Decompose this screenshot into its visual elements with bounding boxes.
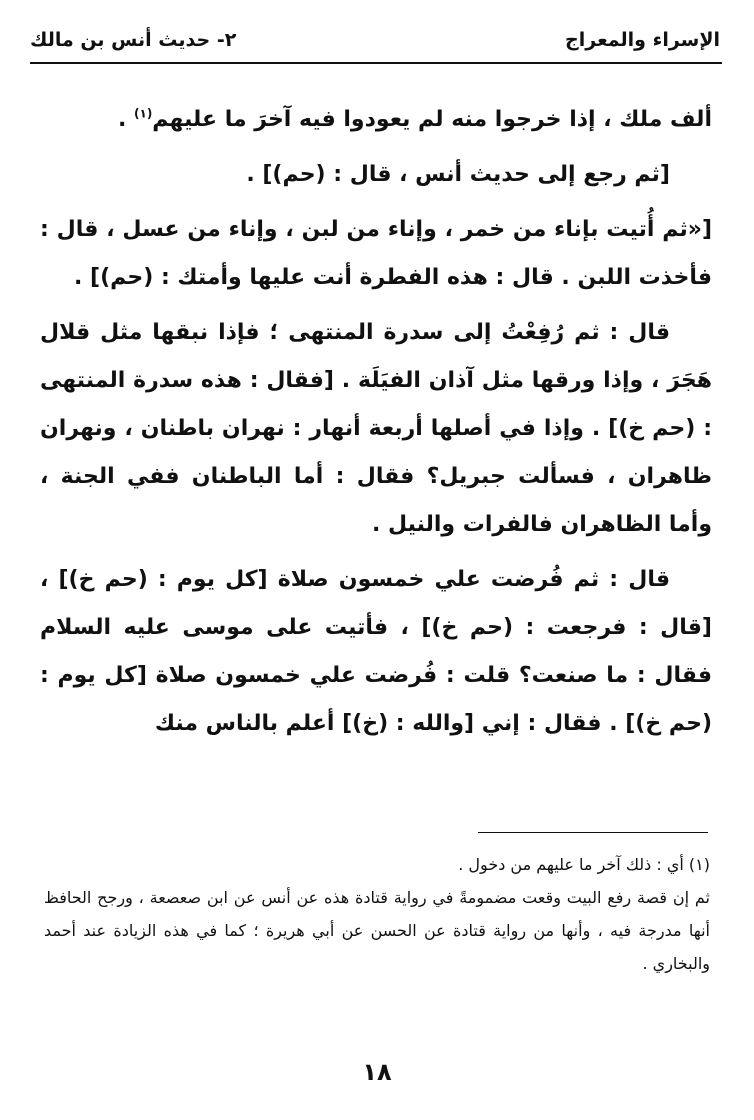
footnotes bbox=[44, 848, 710, 980]
paragraph-1-text: ألف ملك ، إذا خرجوا منه لم يعودوا فيه آخرَ ما عليهم bbox=[152, 107, 712, 132]
section-title: ٢- حديث أنس بن مالك bbox=[30, 29, 237, 51]
footnote-separator bbox=[478, 832, 708, 833]
paragraph-4: قال : ثم رُفِعْتُ إلى سدرة المنتهى ؛ فإذا نبقها مثل قلال هَجَرَ ، وإذا ورقها مثل آذان الفيَلَة . [فقال : هذه سدرة المنتهى : (حم خ)] . وإذا في أصلها أربعة أنهار : نهران باطنان ، ونهران ظاهران ، فسألت جبريل؟ فقال : أما الباطنان ففي الجنة ، وأما الظاهران فالفرات والنيل . bbox=[40, 320, 712, 537]
footnote-1: (١) أي : ذلك آخر ما عليهم من دخول . bbox=[458, 855, 710, 874]
chapter-title: الإسراء والمعراج bbox=[565, 29, 720, 51]
header-rule bbox=[30, 62, 722, 64]
page-number: ١٨ bbox=[362, 1058, 392, 1086]
footnote-2: ثم إن قصة رفع البيت وقعت مضمومةً في رواية قتادة هذه عن أنس عن ابن صعصعة ، ورجح الحافظ أنها مدرجة فيه ، وأنها من رواية قتادة عن الحسن عن أبي هريرة ؛ كما في هذه الزيادة عند أحمد والبخاري . bbox=[44, 888, 710, 973]
paragraph-1 bbox=[40, 96, 712, 144]
paragraph-1-end: . bbox=[117, 107, 134, 132]
main-text bbox=[40, 96, 712, 748]
paragraph-3: [«ثم أُتيت بإناء من خمر ، وإناء من لبن ، وإناء من عسل ، قال : فأخذت اللبن . قال : هذه الفطرة أنت عليها وأمتك : (حم)] . bbox=[40, 217, 712, 290]
running-header bbox=[30, 22, 720, 58]
footnote-marker: (١) bbox=[134, 106, 153, 121]
paragraph-5: قال : ثم فُرضت علي خمسون صلاة [كل يوم : (حم خ)] ، [قال : فرجعت : (حم خ)] ، فأتيت على موسى عليه السلام فقال : ما صنعت؟ قلت : فُرضت علي خمسون صلاة [كل يوم : (حم خ)] . فقال : إني [والله : (خ)] أعلم بالناس منك bbox=[40, 567, 712, 736]
paragraph-2: [ثم رجع إلى حديث أنس ، قال : (حم)] . bbox=[246, 162, 670, 187]
